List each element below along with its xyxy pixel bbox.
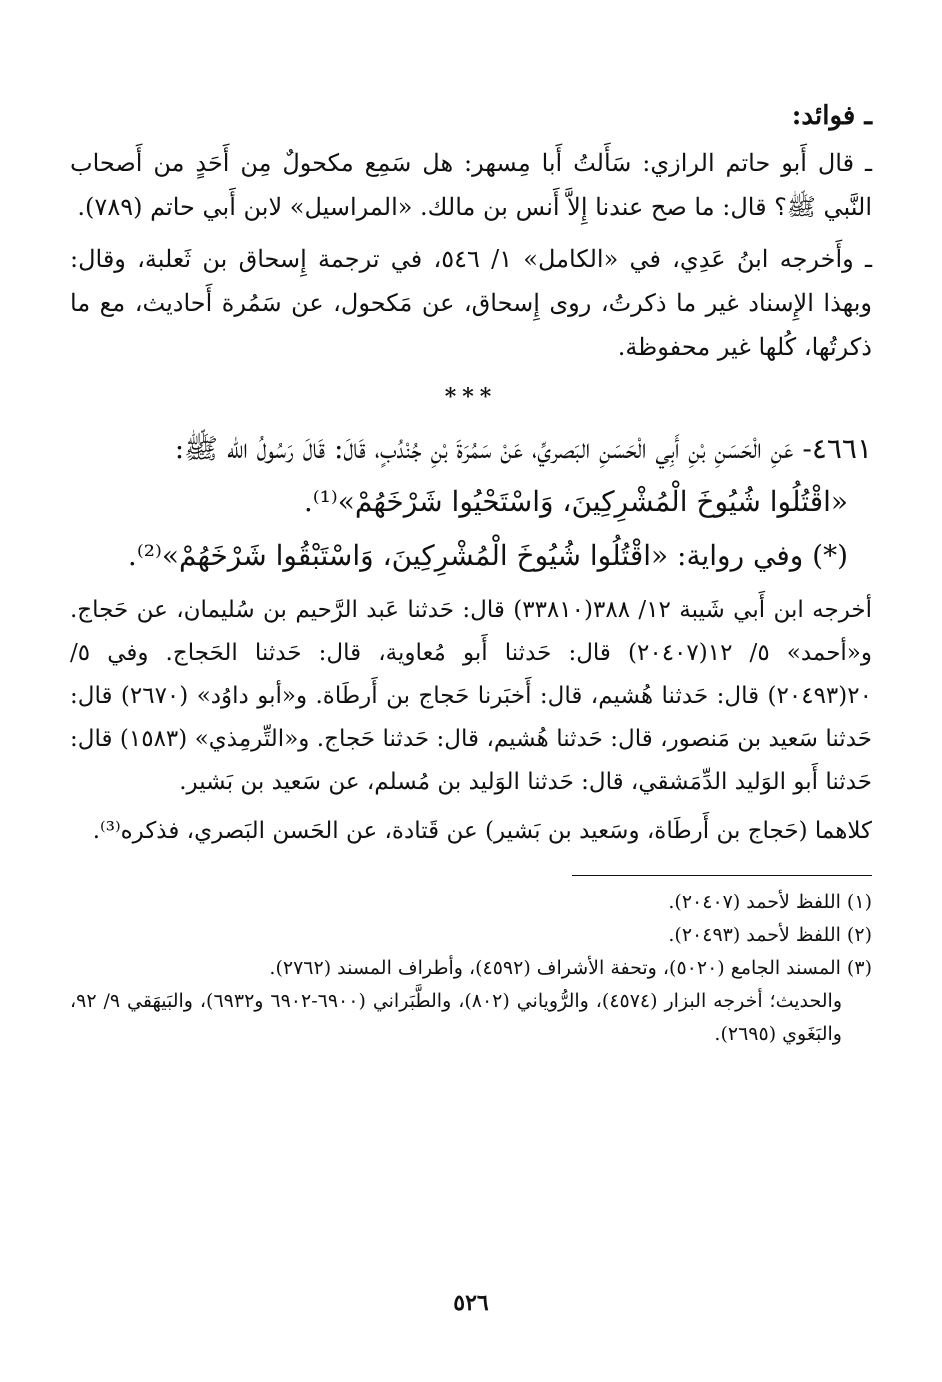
footnote-divider [572, 875, 872, 876]
hadith-quote-2: (*) وفي رواية: «اقْتُلُوا شُيُوخَ الْمُشْرِكِينَ، وَاسْتَبْقُوا شَرْخَهُمْ»⁽²⁾. [127, 539, 848, 572]
footnote-3: (٣) المسند الجامع (٥٠٢٠)، وتحفة الأشراف (٤٥٩٢)، وأطراف المسند (٢٧٦٢). [269, 957, 872, 979]
benefit-paragraph-1: ـ قال أَبو حاتم الرازي: سَأَلتُ أَبا مِسهر: هل سَمِع مكحولٌ مِن أَحَدٍ من أَصحاب النَّبي ﷺ؟ قال: ما صح عندنا إِلاَّ أَنس بن مالك. «المراسيل» لابن أَبي حاتم (٧٨٩). [70, 149, 872, 221]
footnote-3-continuation: والحديث؛ أخرجه البزار (٤٥٧٤)، والرُّوياني (٨٠٢)، والطَّبَراني (٦٩٠٠-٦٩٠٢ و٦٩٣٢)، والبَيهَقي ٩/ ٩٢، والبَغَوي (٢٦٩٥). [70, 990, 842, 1045]
footnote-divider-wrap [70, 875, 872, 876]
takhrij-paragraph-2: كلاهما (حَجاج بن أَرطَاة، وسَعيد بن بَشير) عن قَتادة، عن الحَسن البَصري، فذكره⁽³⁾. [92, 818, 872, 844]
page-content [70, 95, 872, 1051]
section-heading: ـ فوائد: [791, 101, 872, 131]
page-number: ٥٢٦ [453, 1290, 489, 1316]
takhrij-paragraph-1: أخرجه ابن أَبي شَيبة ١٢/ ٣٨٨(٣٣٨١٠) قال: حَدثنا عَبد الرَّحيم بن سُليمان، عن حَجاج. و«أحمد» ٥/ ١٢(٢٠٤٠٧) قال: حَدثنا أَبو مُعاوية، قال: حَدثنا الحَجاج. وفي ٥/ ٢٠(٢٠٤٩٣) قال: حَدثنا هُشيم، قال: أَخبَرنا حَجاج بن أَرطَاة. و«أبو داوُد» (٢٦٧٠) قال: حَدثنا سَعيد بن مَنصور، قال: حَدثنا هُشيم، قال: حَدثنا حَجاج. و«التِّرمِذي» (١٥٨٣) قال: حَدثنا أَبو الوَليد الدِّمَشقي، قال: حَدثنا الوَليد بن مُسلم، عن سَعيد بن بَشير. [70, 597, 873, 795]
footnotes [70, 886, 872, 1051]
hadith-text: ٤٦٦١- عَنِ الْحَسَنِ بْنِ أَبِي الْحَسَنِ البَصريِّ، عَنْ سَمُرَةَ بْنِ جُنْدُبٍ، قَالَ: قَالَ رَسُولُ الله ﷺ: [174, 432, 872, 465]
footnote-1: (١) اللفظ لأحمد (٢٠٤٠٧). [668, 891, 872, 913]
footnote-2: (٢) اللفظ لأحمد (٢٠٤٩٣). [668, 924, 872, 946]
benefit-paragraph-2: ـ وأَخرجه ابنُ عَدِي، في «الكامل» ١/ ٥٤٦، في ترجمة إِسحاق بن ثَعلبة، وقال: وبهذا الإِسناد غير ما ذكرتُ، روى إِسحاق، عن مَكحول، عن سَمُرة أَحاديث، مع ما ذكرتُها، كُلها غير محفوظة. [70, 245, 872, 361]
section-separator: *** [444, 384, 498, 410]
hadith-quote-1: «اقْتُلُوا شُيُوخَ الْمُشْرِكِينَ، وَاسْتَحْيُوا شَرْخَهُمْ»⁽¹⁾. [303, 485, 848, 518]
